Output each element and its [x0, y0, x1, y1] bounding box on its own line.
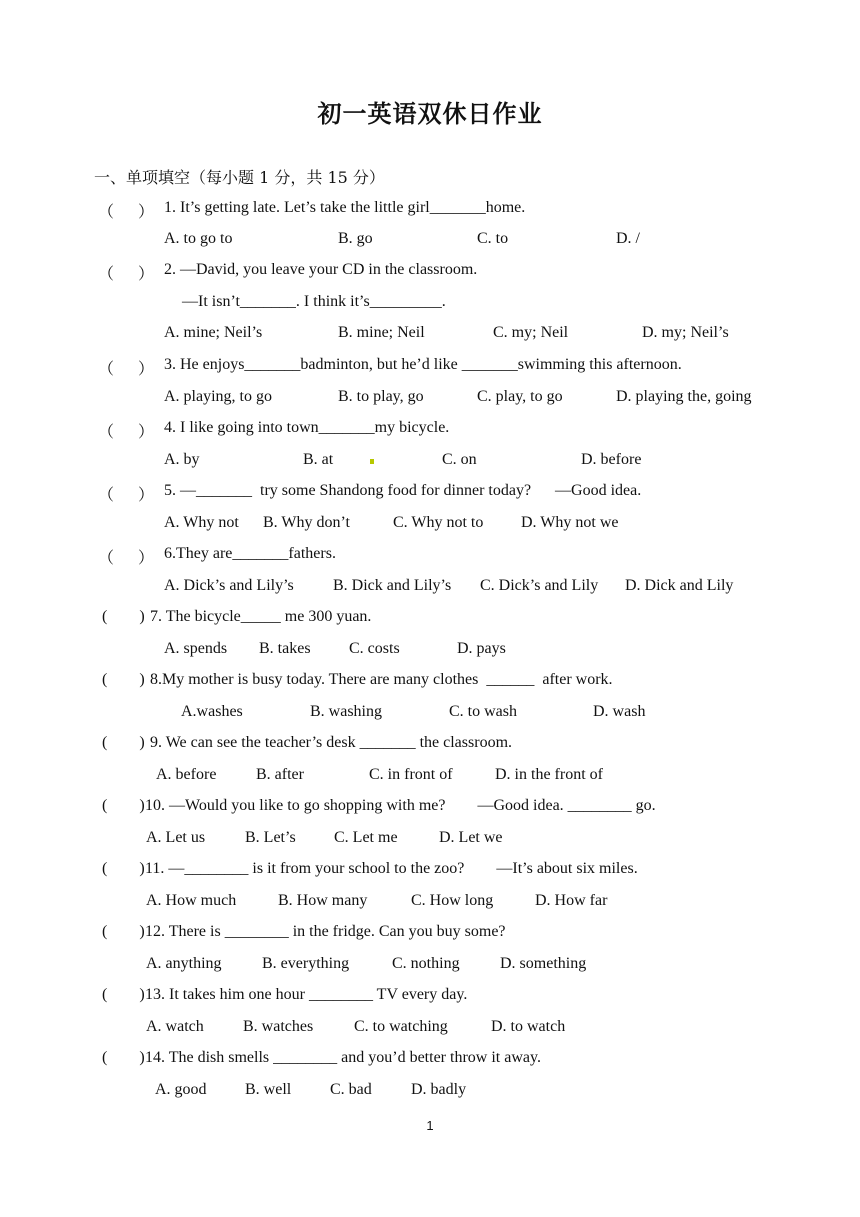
answer-paren[interactable]: ( ) [102, 797, 145, 814]
option-a: A. Why not [164, 514, 239, 531]
option-b: B. watches [243, 1018, 314, 1035]
answer-paren[interactable]: ( ) [102, 1049, 145, 1066]
option-c: C. Dick’s and Lily [480, 577, 599, 594]
option-a: A. Dick’s and Lily’s [164, 577, 294, 594]
option-a: A. before [156, 766, 217, 783]
option-c: C. How long [411, 892, 494, 909]
option-b: B. Dick and Lily’s [333, 577, 452, 594]
option-b: B. Let’s [245, 829, 296, 846]
option-a: A. spends [164, 640, 228, 657]
option-b: B. mine; Neil [338, 324, 425, 341]
question-stem: 9. We can see the teacher’s desk _______ the classroom. [150, 734, 513, 751]
answer-paren[interactable]: （ ） [98, 204, 155, 221]
option-d: D. badly [411, 1081, 467, 1098]
answer-paren[interactable]: ( ) [102, 860, 145, 877]
option-c: C. nothing [392, 955, 460, 972]
question-stem: 5. —_______ try some Shandong food for dinner today? —Good idea. [164, 482, 642, 499]
question-stem: 12. There is ________ in the fridge. Can you buy some? [145, 923, 506, 940]
option-a: A. good [155, 1081, 207, 1098]
option-d: D. Let we [439, 829, 503, 846]
answer-paren[interactable]: （ ） [98, 424, 155, 441]
answer-paren[interactable]: （ ） [98, 550, 155, 567]
question-stem: 7. The bicycle_____ me 300 yuan. [150, 608, 372, 625]
option-d: D. wash [593, 703, 646, 720]
question-stem-line2: —It isn’t_______. I think it’s_________. [182, 293, 446, 310]
option-d: D. my; Neil’s [642, 324, 729, 341]
option-c: C. in front of [369, 766, 453, 783]
option-d: D. playing the, going [616, 388, 752, 405]
option-d: D. pays [457, 640, 506, 657]
option-b: B. go [338, 230, 373, 247]
option-c: C. to wash [449, 703, 517, 720]
question-stem: 13. It takes him one hour ________ TV every day. [145, 986, 468, 1003]
option-b: B. at [303, 451, 334, 468]
option-c: C. bad [330, 1081, 372, 1098]
option-b: B. after [256, 766, 304, 783]
option-c: C. Why not to [393, 514, 484, 531]
answer-paren[interactable]: ( ) [102, 986, 145, 1003]
question-stem: 1. It’s getting late. Let’s take the little girl_______home. [164, 199, 526, 216]
question-stem: 14. The dish smells ________ and you’d better throw it away. [145, 1049, 541, 1066]
question-stem: 3. He enjoys_______badminton, but he’d like _______swimming this afternoon. [164, 356, 682, 373]
answer-paren[interactable]: ( ) [102, 671, 145, 688]
option-c: C. costs [349, 640, 400, 657]
option-c: C. play, to go [477, 388, 563, 405]
option-b: B. to play, go [338, 388, 424, 405]
option-d: D. Dick and Lily [625, 577, 734, 594]
answer-paren[interactable]: （ ） [98, 361, 155, 378]
option-a: A. playing, to go [164, 388, 272, 405]
question-stem: 11. —________ is it from your school to the zoo? —It’s about six miles. [145, 860, 638, 877]
option-c: C. Let me [334, 829, 398, 846]
option-c: C. to [477, 230, 509, 247]
answer-paren[interactable]: （ ） [98, 266, 155, 283]
option-d: D. something [500, 955, 587, 972]
question-stem: 10. —Would you like to go shopping with me? —Good idea. ________ go. [145, 797, 656, 814]
option-d: D. How far [535, 892, 608, 909]
question-stem: 4. I like going into town_______my bicycle. [164, 419, 450, 436]
option-b: B. washing [310, 703, 382, 720]
option-d: D. to watch [491, 1018, 566, 1035]
option-a: A. by [164, 451, 200, 468]
option-d: D. Why not we [521, 514, 619, 531]
answer-paren[interactable]: （ ） [98, 487, 155, 504]
option-b: B. How many [278, 892, 368, 909]
answer-paren[interactable]: ( ) [102, 608, 145, 625]
option-a: A. Let us [146, 829, 206, 846]
stray-dot [370, 459, 374, 464]
option-b: B. Why don’t [263, 514, 350, 531]
option-d: D. / [616, 230, 640, 247]
option-a: A. to go to [164, 230, 233, 247]
question-stem: 8.My mother is busy today. There are many clothes ______ after work. [150, 671, 613, 688]
page-number: 1 [426, 1118, 434, 1133]
option-a: A. How much [146, 892, 237, 909]
question-stem: 6.They are_______fathers. [164, 545, 336, 562]
option-a: A. mine; Neil’s [164, 324, 263, 341]
option-b: B. takes [259, 640, 311, 657]
option-d: D. in the front of [495, 766, 603, 783]
option-d: D. before [581, 451, 642, 468]
option-a: A.washes [181, 703, 243, 720]
option-b: B. well [245, 1081, 292, 1098]
answer-paren[interactable]: ( ) [102, 923, 145, 940]
option-c: C. my; Neil [493, 324, 569, 341]
option-c: C. on [442, 451, 477, 468]
answer-paren[interactable]: ( ) [102, 734, 145, 751]
question-stem: 2. —David, you leave your CD in the classroom. [164, 261, 478, 278]
option-a: A. watch [146, 1018, 204, 1035]
section-heading: 一、单项填空（每小题 1 分，共 15 分） [94, 168, 385, 187]
option-a: A. anything [146, 955, 222, 972]
page-title: 初一英语双休日作业 [317, 100, 543, 128]
option-b: B. everything [262, 955, 350, 972]
option-c: C. to watching [354, 1018, 448, 1035]
